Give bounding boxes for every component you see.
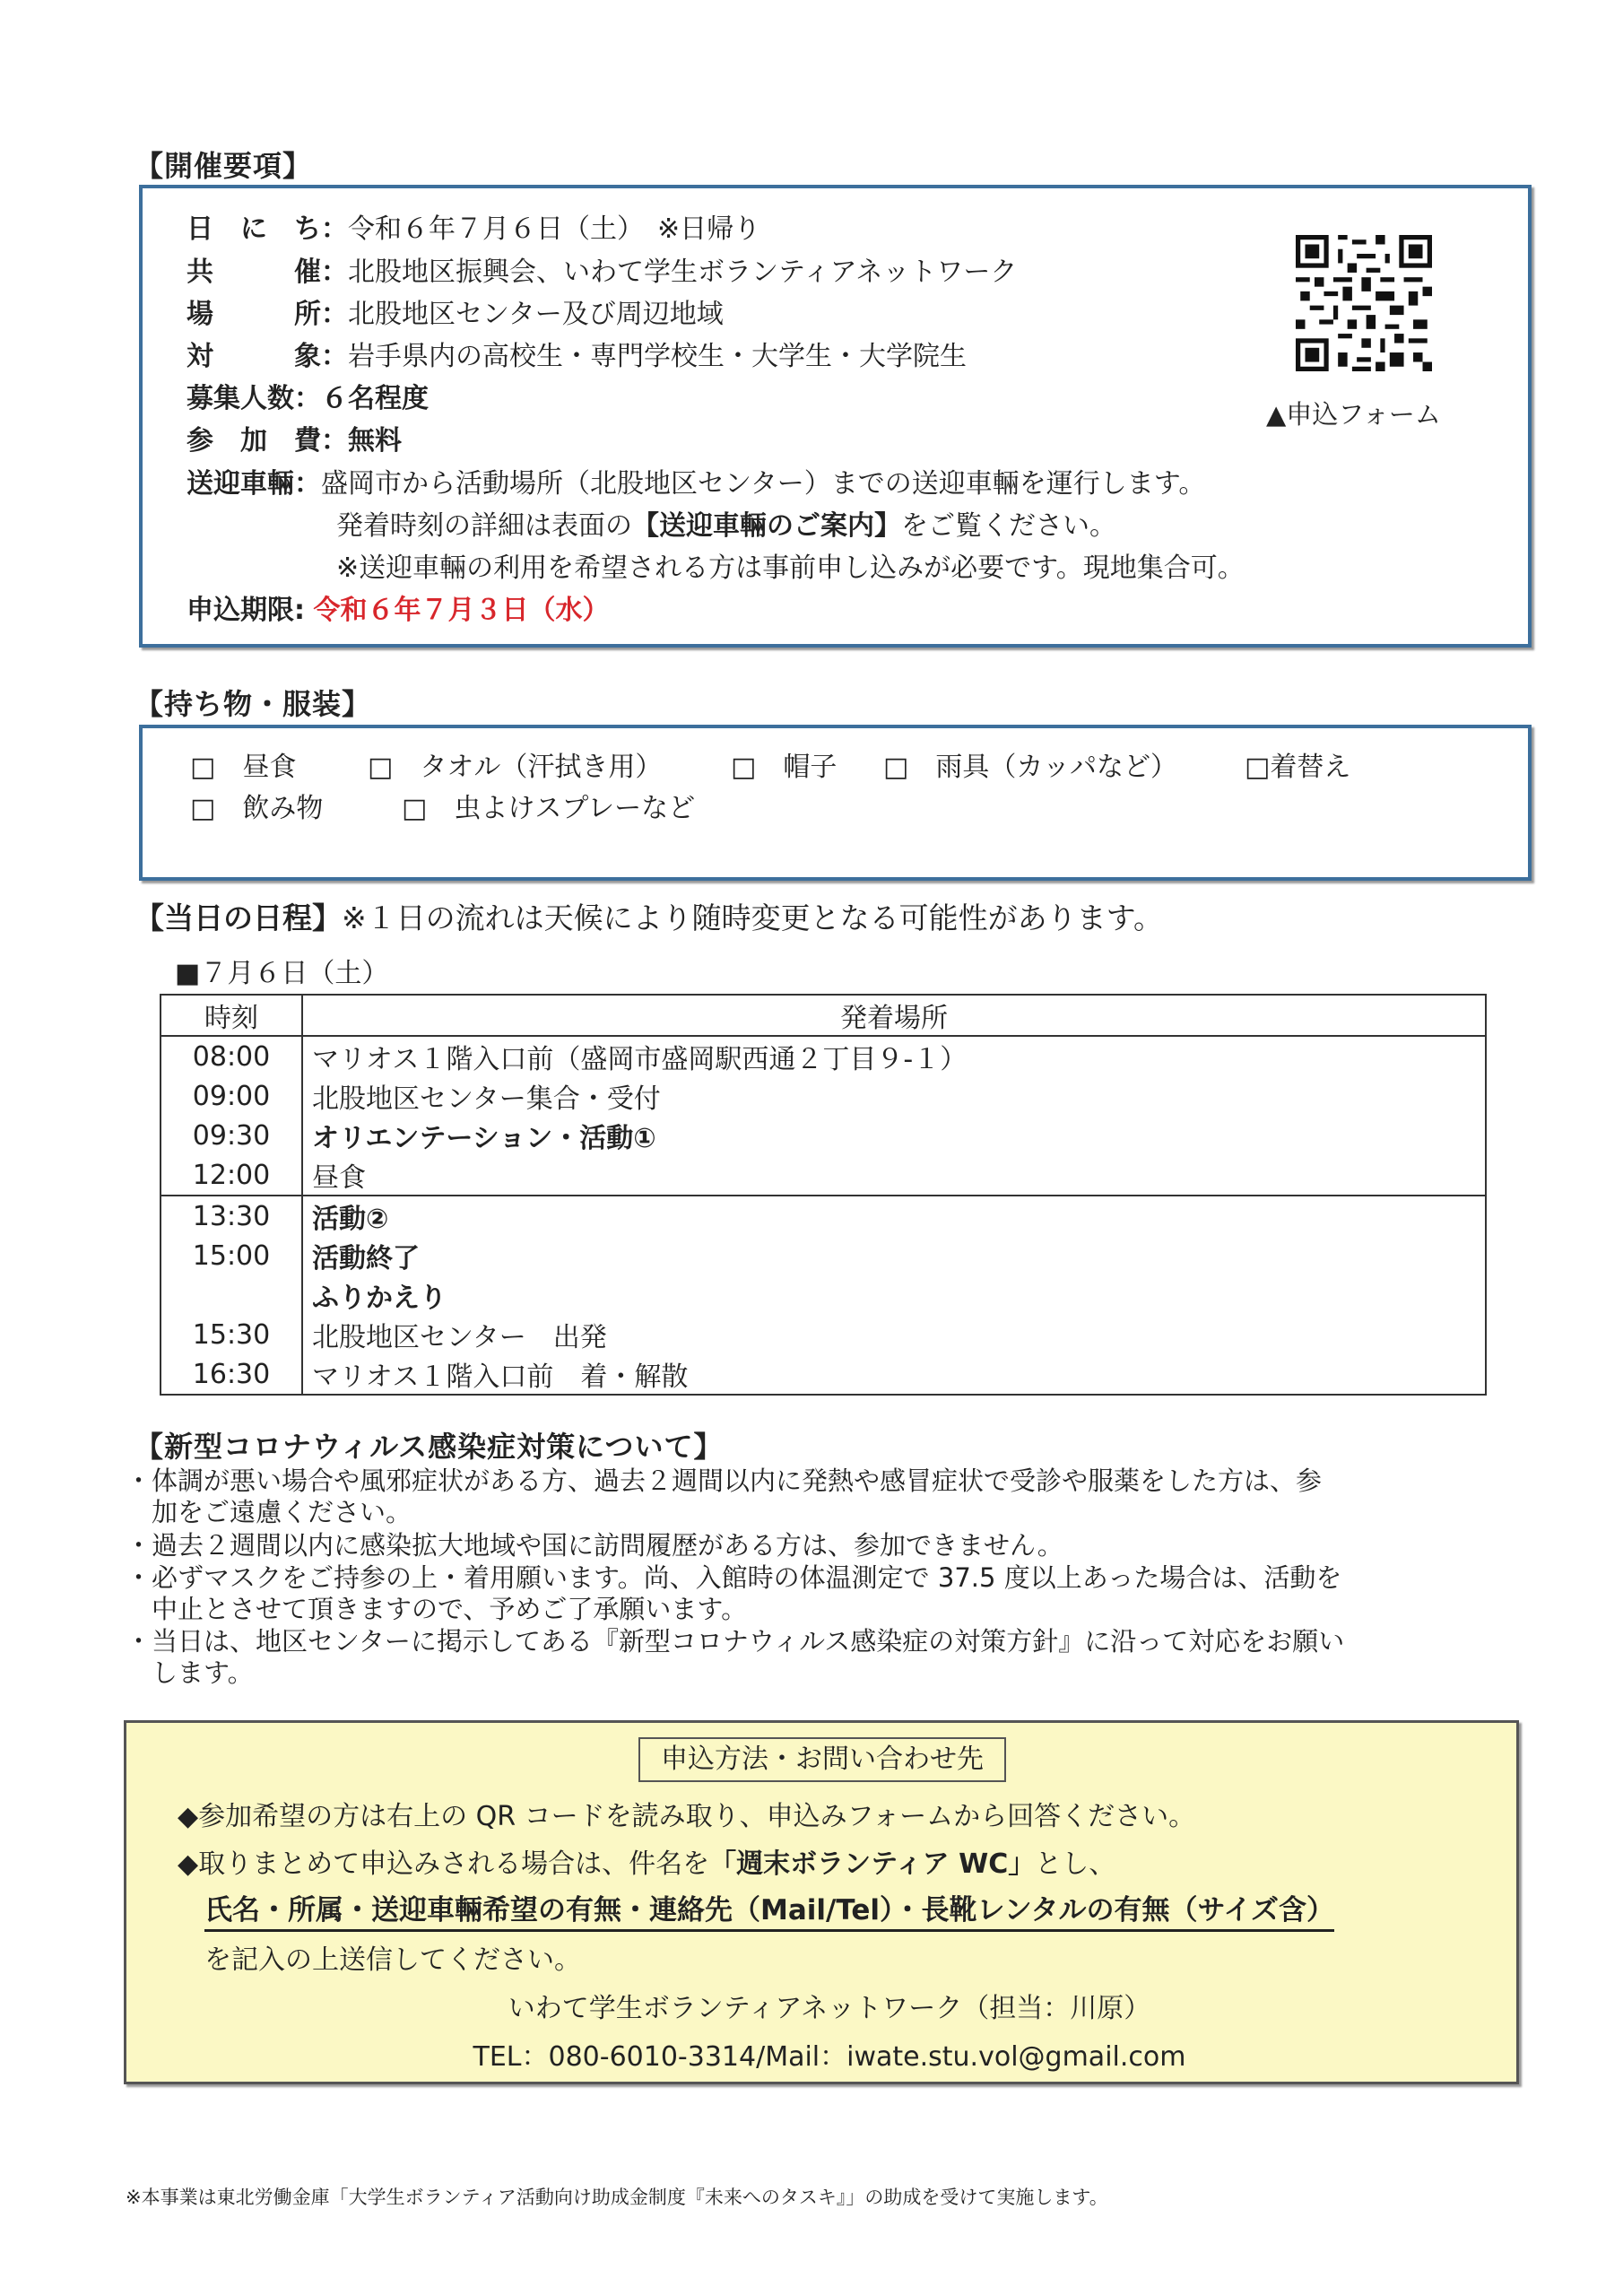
apply-title: 申込方法・お問い合わせ先	[638, 1737, 1006, 1782]
row-value: 無料	[348, 425, 402, 457]
schedule-desc: ふりかえり	[302, 1275, 1486, 1315]
transport-line-3: ※送迎車輛の利用を希望される方は事前申し込みが必要です。現地集合可。	[336, 552, 1245, 584]
outline-row-transport	[187, 461, 1205, 500]
row-label: 送迎車輛：	[187, 468, 321, 500]
outline-row-fee	[187, 418, 402, 457]
outline-row-deadline	[187, 587, 610, 627]
schedule-time: 12:00	[161, 1155, 302, 1196]
row-value: 北股地区振興会、いわて学生ボランティアネットワーク	[348, 257, 1018, 288]
row-label: 日 に ち：	[187, 213, 348, 245]
checklist-item-rain-gear[interactable]: □ 雨具（カッパなど）	[883, 752, 1178, 783]
qr-code-icon[interactable]	[1296, 235, 1432, 371]
covid-line: 加をご遠慮ください。	[126, 1497, 412, 1527]
deadline-label: 申込期限:	[187, 595, 305, 626]
schedule-table	[160, 994, 1487, 1396]
belongings-list	[0, 744, 1623, 825]
covid-line: します。	[126, 1657, 254, 1688]
apply-subject-text: 「週末ボランティア WC」	[709, 1848, 1036, 1880]
belongings-heading: 【持ち物・服装】	[135, 687, 372, 721]
row-value: 岩手県内の高校生・専門学校生・大学生・大学院生	[348, 341, 967, 372]
schedule-desc: 北股地区センター 出発	[302, 1315, 1486, 1354]
schedule-desc: 昼食	[302, 1155, 1486, 1196]
table-row	[161, 1036, 1486, 1076]
col-time-header: 時刻	[161, 995, 302, 1036]
schedule-note: ※１日の流れは天候により随時変更となる可能性があります。	[342, 900, 1164, 935]
schedule-heading-line	[135, 895, 1163, 937]
apply-line-2	[178, 1841, 1115, 1881]
apply-text: ◆取りまとめて申込みされる場合は、件名を	[178, 1848, 710, 1880]
checklist-item-change-of-clothes[interactable]: □着替え	[1245, 752, 1351, 783]
schedule-time: 13:30	[161, 1196, 302, 1236]
deadline-value: 令和６年７月３日（水）	[313, 595, 610, 626]
schedule-time: 16:30	[161, 1354, 302, 1395]
footnote: ※本事業は東北労働金庫「大学生ボランティア活動向け助成金制度『未来へのタスキ』」の助成を受けて実施します。	[126, 2187, 1108, 2208]
schedule-desc: 活動②	[302, 1196, 1486, 1236]
transport-line-2	[336, 503, 1116, 543]
schedule-desc: 北股地区センター集合・受付	[302, 1076, 1486, 1116]
outline-row-organizer	[187, 249, 1017, 289]
table-row	[161, 1076, 1486, 1116]
schedule-heading: 【当日の日程】	[135, 900, 342, 935]
schedule-time: 09:00	[161, 1076, 302, 1116]
table-row	[161, 1155, 1486, 1196]
schedule-desc: オリエンテーション・活動①	[302, 1116, 1486, 1155]
outline-row-capacity	[187, 376, 429, 415]
covid-line: ・体調が悪い場合や風邪症状がある方、過去２週間以内に発熱や感冒症状で受診や服薬をした方は、参	[126, 1465, 1323, 1496]
covid-heading: 【新型コロナウィルス感染症対策について】	[135, 1430, 724, 1464]
row-label: 参 加 費：	[187, 425, 348, 457]
row-value: 北股地区センター及び周辺地域	[348, 299, 724, 330]
checklist-item-insect-spray[interactable]: □ 虫よけスプレーなど	[402, 793, 696, 824]
schedule-time: 08:00	[161, 1036, 302, 1076]
table-header-row	[161, 995, 1486, 1036]
covid-line: ・過去２週間以内に感染拡大地域や国に訪問履歴がある方は、参加できません。	[126, 1530, 1063, 1561]
qr-caption: ▲申込フォーム	[1266, 399, 1441, 430]
outline-row-target	[187, 334, 967, 373]
row-label: 場 所：	[187, 299, 348, 330]
schedule-desc: マリオス１階入口前 着・解散	[302, 1354, 1486, 1395]
schedule-desc: マリオス１階入口前（盛岡市盛岡駅西通２丁目９-１）	[302, 1036, 1486, 1076]
apply-contact[interactable]: TEL：080-6010-3314/Mail：iwate.stu.vol@gmail.com	[473, 2041, 1186, 2073]
table-row	[161, 1236, 1486, 1275]
covid-line: 中止とさせて頂きますので、予めご了承願います。	[126, 1594, 748, 1624]
table-row	[161, 1196, 1486, 1236]
schedule-time	[161, 1275, 302, 1315]
row-label: 募集人数：	[187, 383, 321, 414]
covid-line: ・必ずマスクをご持参の上・着用願います。尚、入館時の体温測定で 37.5 度以上あった場合は、活動を	[126, 1562, 1342, 1593]
row-value: ６名程度	[321, 383, 429, 414]
transport-text: をご覧ください。	[901, 510, 1116, 542]
schedule-date: ■７月６日（土）	[175, 958, 389, 989]
row-value: 令和６年７月６日（土） ※日帰り	[348, 213, 761, 245]
transport-text: 発着時刻の詳細は表面の	[336, 510, 632, 542]
outline-row-place	[187, 291, 724, 331]
table-row	[161, 1116, 1486, 1155]
checklist-item-lunch[interactable]: □ 昼食	[190, 752, 297, 783]
table-row	[161, 1354, 1486, 1395]
apply-line-1: ◆参加希望の方は右上の QR コードを読み取り、申込みフォームから回答ください。	[178, 1801, 1196, 1832]
outline-row-date	[187, 206, 760, 246]
row-value: 盛岡市から活動場所（北股地区センター）までの送迎車輛を運行します。	[321, 468, 1206, 500]
apply-required-fields: 氏名・所属・送迎車輛希望の有無・連絡先（Mail/Tel）・長靴レンタルの有無（サイズ含）	[204, 1887, 1334, 1932]
checklist-item-hat[interactable]: □ 帽子	[731, 752, 838, 783]
table-row	[161, 1315, 1486, 1354]
outline-heading: 【開催要項】	[135, 149, 313, 183]
apply-line-4: を記入の上送信してください。	[204, 1944, 581, 1976]
schedule-desc: 活動終了	[302, 1236, 1486, 1275]
row-label: 共 催：	[187, 257, 348, 288]
schedule-time: 15:30	[161, 1315, 302, 1354]
covid-line: ・当日は、地区センターに掲示してある『新型コロナウィルス感染症の対策方針』に沿って対応をお願い	[126, 1626, 1345, 1657]
apply-text: とし、	[1035, 1848, 1116, 1880]
schedule-time: 15:00	[161, 1236, 302, 1275]
col-place-header: 発着場所	[302, 995, 1486, 1036]
apply-org: いわて学生ボランティアネットワーク（担当：川原）	[508, 1993, 1151, 2024]
table-row	[161, 1275, 1486, 1315]
row-label: 対 象：	[187, 341, 348, 372]
transport-guide-link-text: 【送迎車輛のご案内】	[632, 510, 901, 542]
checklist-item-drink[interactable]: □ 飲み物	[190, 793, 324, 824]
checklist-item-towel[interactable]: □ タオル（汗拭き用）	[368, 752, 663, 783]
schedule-time: 09:30	[161, 1116, 302, 1155]
